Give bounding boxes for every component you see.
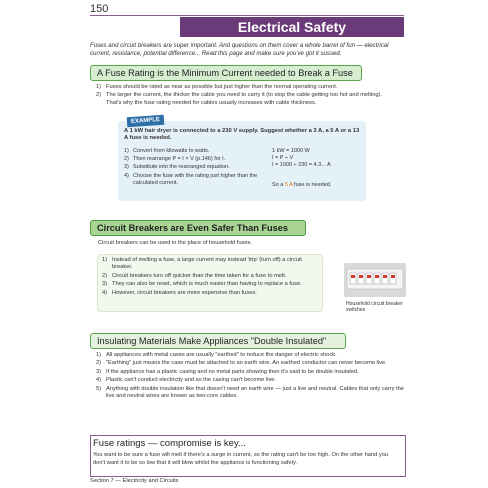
tip-title: Fuse ratings — compromise is key... [93,438,246,449]
list-item: 3) They can also be reset, which is much easier than having to replace a fuse. [102,281,302,288]
list-item: 5) Anything with double insulation like that doesn't need an earth wire — just a live and neutral. Cables that only carry the live and neutral wires are known as two-core cables. [96,385,404,400]
list-item: 1) Convert from kilowatts to watts. [124,148,210,154]
example-steps [124,148,262,188]
list-item: 1) All appliances with metal cases are usually "earthed" to reduce the danger of electric shock. [96,352,337,358]
photo-caption: Household circuit breaker switches [346,301,403,314]
example-calculation [272,148,362,170]
list-item: 2) "Earthing" just means the case must be attached to an earth wire. An earthed conductor can never become live. [96,360,387,367]
page-number: 150 [90,3,109,15]
example-answer: So a 5 A fuse is needed. [272,182,332,188]
list-item: 3) Substitute into the rearranged equation. [124,164,230,171]
list-item: 2) Circuit breakers turn off quicker than the time taken for a fuse to melt. [102,272,287,279]
list-item: 2) The larger the current, the thicker the cable you need to carry it (to stop the cable getting too hot and melting). That's why the fuse rating needed for cables usually increases with cable thickness. [96,92,382,106]
section1-heading: A Fuse Rating is the Minimum Current needed to Break a Fuse [90,65,362,81]
footer: Section 7 — Electricity and Circuits [90,478,179,484]
section3-list [96,352,404,401]
list-item: 1) Instead of melting a fuse, a large current may instead 'trip' (turn off) a circuit breaker. [102,257,302,271]
example-tag: EXAMPLE [127,115,165,128]
list-item: 1) Fuses should be rated as near as possible but just higher than the normal operating current. [96,84,338,90]
section2-intro: Circuit breakers can be used in the place of household fuses. [98,240,252,246]
list-item: 3) If the appliance has a plastic casing and no metal parts showing then it's said to be double insulated. [96,368,359,375]
list-item: 4) Choose the fuse with the rating just higher than the calculated current. [124,172,258,186]
calc-line: I = P ÷ V [272,155,294,162]
circuit-breaker-photo [344,263,406,297]
page-title: Electrical Safety [180,17,404,37]
top-rule [90,15,404,16]
example-question: A 1 kW hair dryer is connected to a 230 V supply. Suggest whether a 3 A, a 5 A or a 13 A fuse is needed. [124,128,360,142]
calc-line: I = 1000 ÷ 230 = 4.3... A [272,162,331,169]
section2-heading: Circuit Breakers are Even Safer Than Fuses [90,220,306,236]
tip-text: You want to be sure a fuse will melt if there's a surge in current, so the rating can't be too high. On the other hand you don't want it to be so low that it will blow whilst the appliance is functioning safely. [93,452,389,466]
list-item: 4) Plastic can't conduct electricity and so the casing can't become live. [96,377,277,384]
calc-line: 1 kW = 1000 W [272,148,310,154]
section3-heading: Insulating Materials Make Appliances "Double Insulated" [90,333,346,349]
section1-list [96,84,396,108]
list-item: 2) Then rearrange P = I × V (p.146) for I. [124,156,226,163]
section2-list [102,257,320,298]
intro-text: Fuses and circuit breakers are super important. And questions on them cover a whole barrel of fun — electrical current, resistance, potential difference... Read this page and make sure you've got it sussed. [90,42,389,58]
answer-highlight: 5 A [284,182,293,188]
list-item: 4) However, circuit breakers are more expensive than fuses. [102,289,257,296]
